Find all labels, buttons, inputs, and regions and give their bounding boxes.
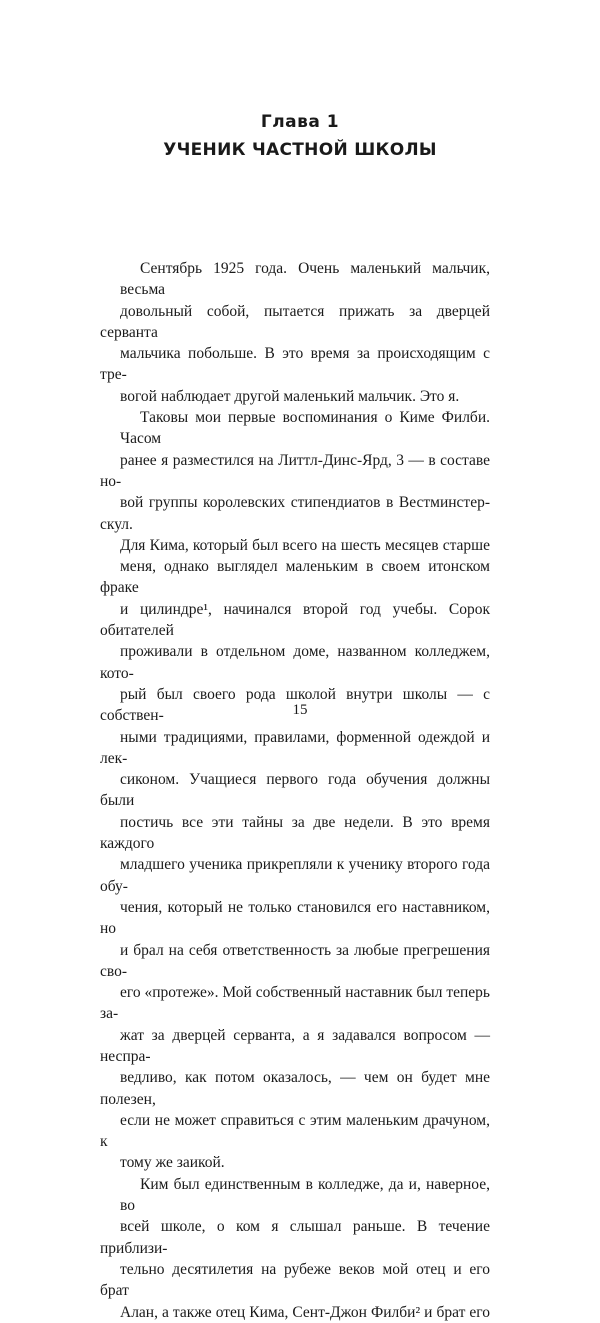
text-line: тому же заикой. [120, 1154, 225, 1172]
text-line: и цилиндре¹, начинался второй год учебы. Сорок обитателей [100, 600, 490, 640]
text-line: вой группы королевских стипендиатов в Вестминстер-скул. [100, 494, 490, 533]
text-line: мальчика побольше. В это время за происходящим с тре- [100, 345, 490, 384]
text-line: жат за дверцей серванта, а я задавался вопросом — неспра- [100, 1026, 490, 1065]
text-line: Сентябрь 1925 года. Очень маленький мальчик, весьма [120, 260, 490, 299]
text-line: довольный собой, пытается прижать за дверцей серванта [100, 302, 490, 341]
body-text [100, 258, 490, 1323]
text-line: его «протеже». Мой собственный наставник был теперь за- [100, 984, 490, 1023]
text-line: ранее я разместился на Литтл-Динс-Ярд, 3 — в составе но- [100, 451, 490, 490]
text-line: и брал на себя ответственность за любые прегрешения сво- [100, 941, 490, 980]
paragraph-1 [100, 258, 490, 407]
paragraph-2 [100, 407, 490, 1174]
text-line: меня, однако выглядел маленьким в своем итонском фраке [100, 558, 490, 597]
text-line: Таковы мои первые воспоминания о Киме Филби. Часом [120, 409, 490, 448]
text-line: чения, который не только становился его наставником, но [100, 898, 490, 938]
chapter-title: УЧЕНИК ЧАСТНОЙ ШКОЛЫ [163, 140, 437, 160]
page-number: 15 [292, 702, 308, 718]
text-line: всей школе, о ком я слышал раньше. В течение приблизи- [100, 1218, 490, 1257]
text-line: сиконом. Учащиеся первого года обучения должны были [100, 771, 490, 810]
text-line: проживали в отдельном доме, названном колледжем, кото- [100, 643, 490, 682]
text-line: младшего ученика прикрепляли к ученику второго года обу- [100, 856, 490, 895]
text-line: Для Кима, который был всего на шесть месяцев старше [120, 536, 490, 554]
text-line: ведливо, как потом оказалось, — чем он будет мне полезен, [100, 1069, 490, 1108]
text-line: ными традициями, правилами, форменной одеждой и лек- [100, 728, 490, 767]
text-line: вогой наблюдает другой маленький мальчик. Это я. [120, 387, 460, 405]
chapter-number: Глава 1 [260, 112, 340, 132]
text-line: рый был своего рода школой внутри школы — с собствен- [100, 685, 490, 725]
text-line: Ким был единственным в колледже, да и, наверное, во [120, 1175, 490, 1215]
text-line: тельно десятилетия на рубеже веков мой отец и его брат [100, 1260, 490, 1300]
text-line: если не может справиться с этим маленьким драчуном, к [100, 1111, 490, 1151]
paragraph-3 [100, 1174, 490, 1323]
text-line: постичь все эти тайны за две недели. В это время каждого [100, 813, 490, 853]
text-line: Алан, а также отец Кима, Сент-Джон Филби² и брат его [120, 1303, 490, 1321]
